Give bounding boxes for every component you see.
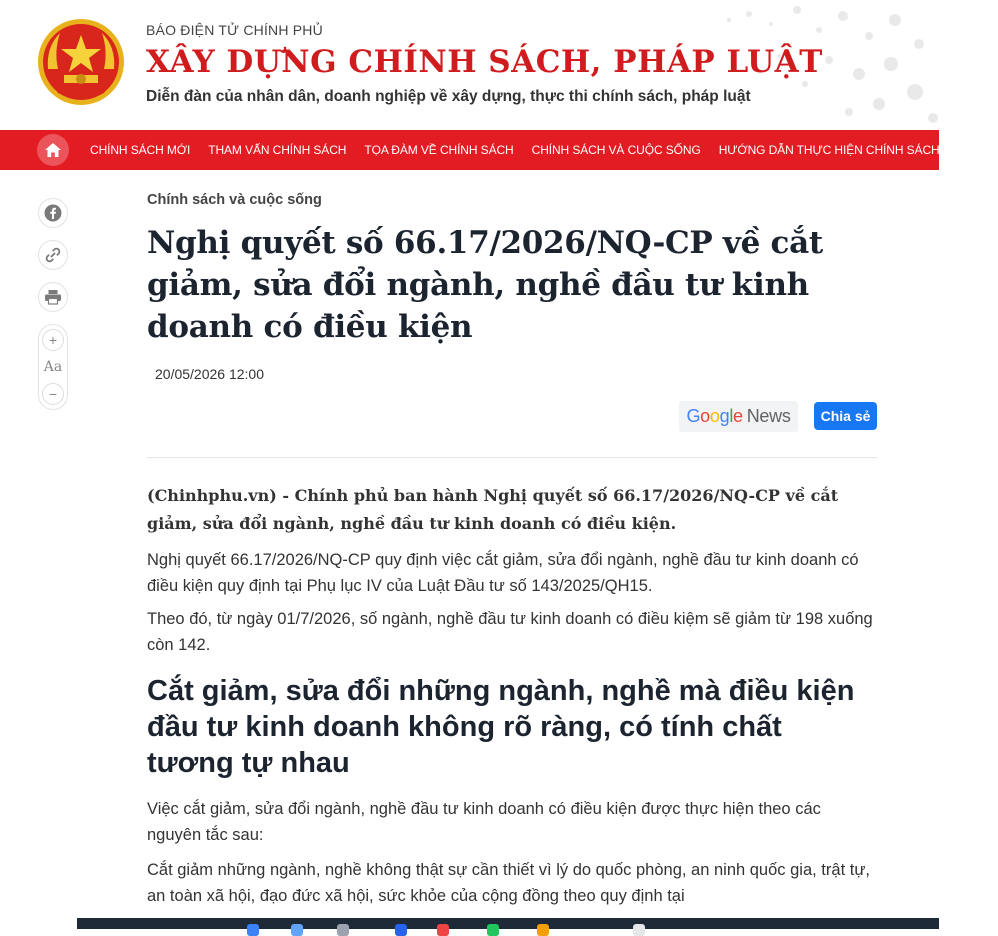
- font-decrease-button[interactable]: −: [42, 383, 64, 405]
- article-paragraph-2: Theo đó, từ ngày 01/7/2026, số ngành, nghề đầu tư kinh doanh có điều kiệm sẽ giảm từ 198 xuống còn 142.: [147, 610, 873, 654]
- taskbar-app-icon[interactable]: [437, 924, 449, 936]
- font-increase-button[interactable]: +: [42, 329, 64, 351]
- facebook-share-button[interactable]: [38, 198, 68, 228]
- font-size-label: Aa: [43, 359, 63, 375]
- site-title[interactable]: XÂY DỰNG CHÍNH SÁCH, PHÁP LUẬT: [146, 44, 823, 80]
- site-header: [0, 0, 939, 130]
- article-title: Nghị quyết số 66.17/2026/NQ-CP về cắt giảm, sửa đổi ngành, nghề đầu tư kinh doanh có điều kiện: [147, 225, 823, 345]
- taskbar-app-icon[interactable]: [291, 924, 303, 936]
- google-news-label: News: [746, 406, 791, 426]
- article-paragraph-3: Việc cắt giảm, sửa đổi ngành, nghề đầu tư kinh doanh có điều kiện được thực hiện theo các nguyên tắc sau:: [147, 800, 821, 844]
- google-news-logo-o1: o: [700, 406, 710, 426]
- taskbar-app-icon[interactable]: [395, 924, 407, 936]
- nav-home-button[interactable]: [37, 134, 69, 166]
- printer-icon: [44, 289, 62, 305]
- site-slogan: Diễn đàn của nhân dân, doanh nghiệp về xây dựng, thực thi chính sách, pháp luật: [146, 88, 751, 105]
- article-tools: [38, 198, 68, 410]
- link-icon: [45, 247, 61, 263]
- google-news-logo-g: G: [686, 406, 701, 426]
- article-paragraph-1: Nghị quyết 66.17/2026/NQ-CP quy định việc cắt giảm, sửa đổi ngành, nghề đầu tư kinh doanh có điều kiện quy định tại Phụ lục IV của Luật Đầu tư số 143/2025/QH15.: [147, 551, 859, 595]
- print-button[interactable]: [38, 282, 68, 312]
- nav-item-chinh-sach-moi[interactable]: CHÍNH SÁCH MỚI: [90, 143, 191, 157]
- taskbar-app-icon[interactable]: [537, 924, 549, 936]
- taskbar-app-icon[interactable]: [633, 924, 645, 936]
- nav-item-phat[interactable]: PHÁT: [957, 143, 990, 157]
- article-paragraph-4: Cắt giảm những ngành, nghề không thật sự cần thiết vì lý do quốc phòng, an ninh quốc gia, trật tự, an toàn xã hội, đạo đức xã hội, sức khỏe của cộng đồng theo quy định tại: [147, 861, 870, 905]
- google-news-logo-g2: g: [719, 406, 730, 426]
- taskbar-app-icon[interactable]: [337, 924, 349, 936]
- taskbar-app-icon[interactable]: [487, 924, 499, 936]
- taskbar-app-icon[interactable]: [247, 924, 259, 936]
- os-taskbar: [77, 918, 939, 929]
- font-size-control: [38, 324, 68, 410]
- article-lead: (Chinhphu.vn) - Chính phủ ban hành Nghị quyết số 66.17/2026/NQ-CP về cắt giảm, sửa đổi ngành, nghề đầu tư kinh doanh có điều kiện.: [147, 486, 839, 533]
- google-news-logo-e: e: [733, 406, 743, 426]
- national-emblem-icon[interactable]: [36, 17, 126, 107]
- article-subheading: Cắt giảm, sửa đổi những ngành, nghề mà điều kiện đầu tư kinh doanh không rõ ràng, có tính chất tương tự nhau: [147, 675, 855, 779]
- article-date: 20/05/2026 12:00: [155, 366, 264, 382]
- google-news-logo-o2: o: [709, 406, 720, 426]
- main-nav: [0, 130, 990, 170]
- home-icon: [44, 142, 62, 158]
- nav-item-toa-dam[interactable]: TỌA ĐÀM VỀ CHÍNH SÁCH: [364, 143, 514, 157]
- google-news-logo-l: l: [729, 406, 734, 426]
- article-divider: [147, 457, 877, 458]
- facebook-icon: [44, 204, 62, 222]
- google-news-button[interactable]: [679, 401, 798, 432]
- site-kicker: BÁO ĐIỆN TỬ CHÍNH PHỦ: [146, 22, 323, 38]
- nav-item-huong-dan[interactable]: HƯỚNG DẪN THỰC HIỆN CHÍNH SÁCH: [718, 143, 940, 157]
- nav-item-tham-van[interactable]: THAM VẤN CHÍNH SÁCH: [208, 143, 347, 157]
- copy-link-button[interactable]: [38, 240, 68, 270]
- article-category[interactable]: Chính sách và cuộc sống: [147, 192, 322, 208]
- nav-item-cuoc-song[interactable]: CHÍNH SÁCH VÀ CUỘC SỐNG: [531, 143, 701, 157]
- share-button[interactable]: Chia sẻ: [814, 402, 877, 430]
